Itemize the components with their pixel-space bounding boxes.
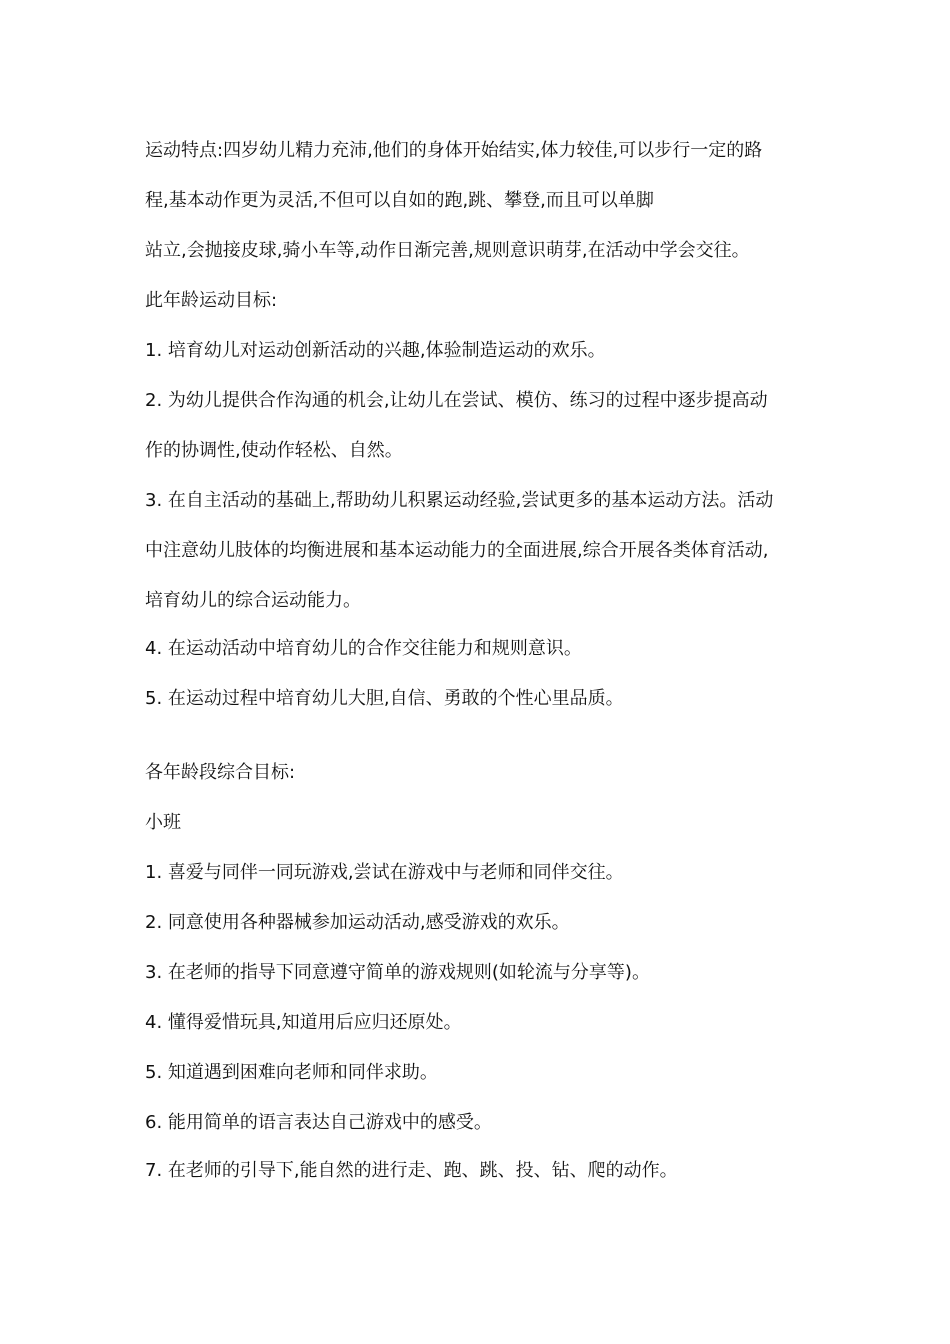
section-heading: 此年龄运动目标: <box>145 290 278 311</box>
list-item: 3. 在老师的指导下同意遵守简单的游戏规则(如轮流与分享等)。 <box>145 962 650 983</box>
list-item: 4. 在运动活动中培育幼儿的合作交往能力和规则意识。 <box>145 638 582 659</box>
list-item: 2. 为幼儿提供合作沟通的机会,让幼儿在尝试、模仿、练习的过程中逐步提高动 <box>145 390 768 411</box>
list-item: 3. 在自主活动的基础上,帮助幼儿积累运动经验,尝试更多的基本运动方法。活动 <box>145 490 774 511</box>
list-item: 7. 在老师的引导下,能自然的进行走、跑、跳、投、钻、爬的动作。 <box>145 1160 678 1181</box>
text-line: 程,基本动作更为灵活,不但可以自如的跑,跳、攀登,而且可以单脚 <box>145 190 654 211</box>
section-heading: 各年龄段综合目标: <box>145 762 296 783</box>
list-item: 1. 培育幼儿对运动创新活动的兴趣,体验制造运动的欢乐。 <box>145 340 606 361</box>
list-item: 5. 在运动过程中培育幼儿大胆,自信、勇敢的个性心里品质。 <box>145 688 624 709</box>
list-item: 5. 知道遇到困难向老师和同伴求助。 <box>145 1062 438 1083</box>
list-item: 4. 懂得爱惜玩具,知道用后应归还原处。 <box>145 1012 462 1033</box>
list-item: 2. 同意使用各种器械参加运动活动,感受游戏的欢乐。 <box>145 912 570 933</box>
text-line: 站立,会抛接皮球,骑小车等,动作日渐完善,规则意识萌芽,在活动中学会交往。 <box>145 240 750 261</box>
list-item-continued: 培育幼儿的综合运动能力。 <box>145 590 361 611</box>
list-item-continued: 作的协调性,使动作轻松、自然。 <box>145 440 403 461</box>
list-item-continued: 中注意幼儿肢体的均衡进展和基本运动能力的全面进展,综合开展各类体育活动, <box>145 540 769 561</box>
list-item: 1. 喜爱与同伴一同玩游戏,尝试在游戏中与老师和同伴交往。 <box>145 862 624 883</box>
text-line: 运动特点:四岁幼儿精力充沛,他们的身体开始结实,体力较佳,可以步行一定的路 <box>145 140 763 161</box>
subsection-heading: 小班 <box>145 812 181 833</box>
list-item: 6. 能用简单的语言表达自己游戏中的感受。 <box>145 1112 492 1133</box>
